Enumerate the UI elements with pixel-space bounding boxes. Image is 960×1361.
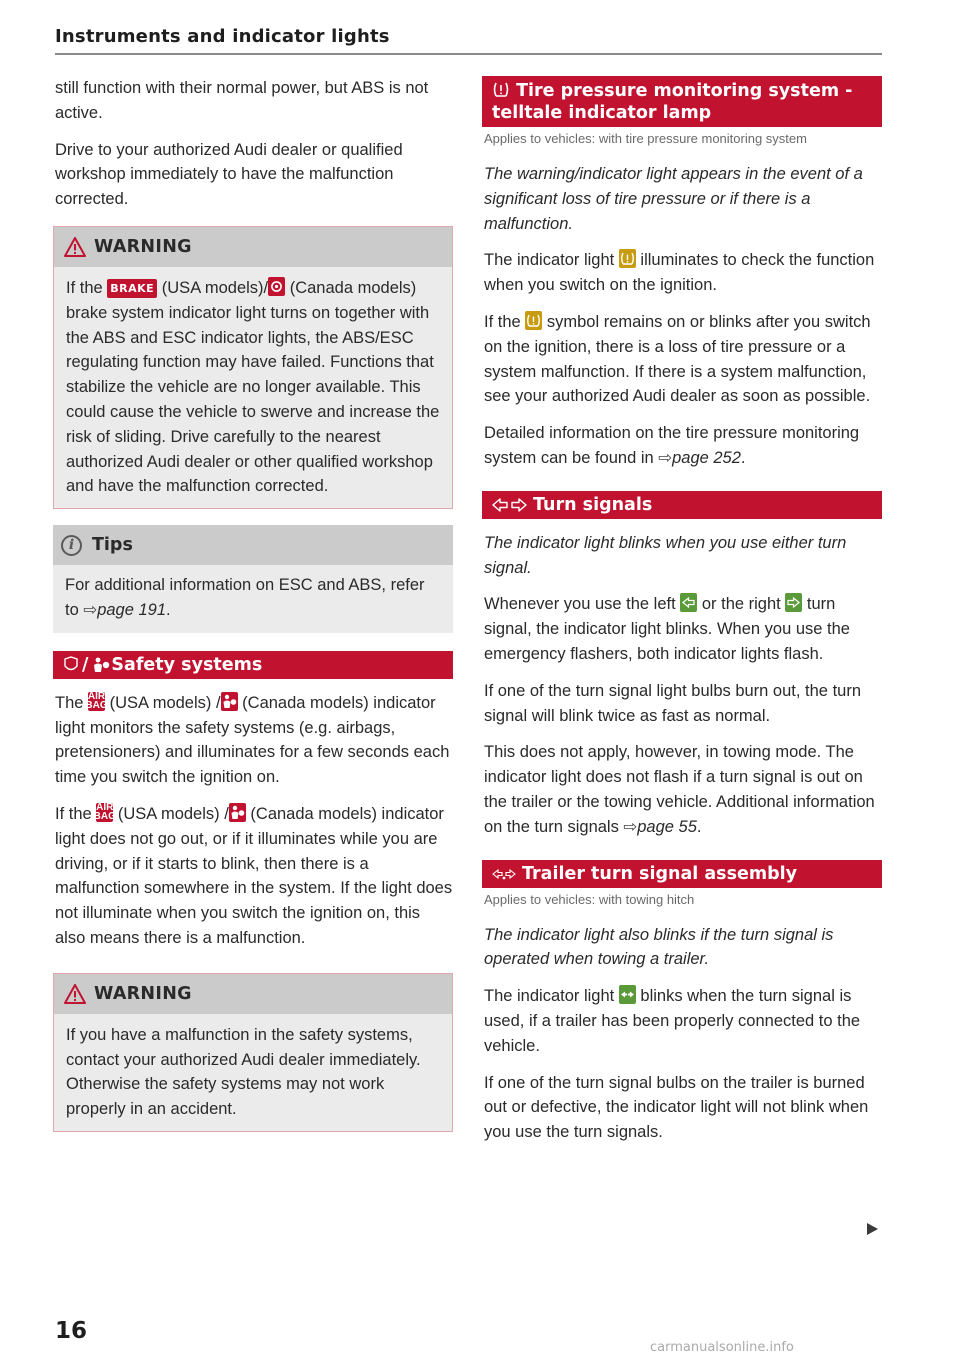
tips-box (53, 525, 453, 633)
brake-indicator-icon: BRAKE (107, 279, 157, 298)
tire-pressure-icon (619, 249, 636, 268)
warning-triangle-icon (64, 984, 86, 1004)
paragraph: The AIR BAG (USA models) / (Canada models) indicator light monitors the safety systems (e.g. airbags, pretensioners) and illuminates for a few seconds each time you switch the ignition on. (55, 691, 450, 787)
page-reference-link[interactable]: page 252 (672, 448, 741, 467)
paragraph: If the AIR BAG (USA models) / (Canada models) indicator light does not go out, or if it illuminates while you are driving, or if it starts to blink, then there is a malfunction somewhere in the system. If the light does not illuminate when you switch the ignition on, this also means there is a malfunction. (55, 802, 453, 947)
tips-text: For additional information on ESC and ABS, refer to ⇨page 191. (65, 576, 425, 619)
page-reference-link[interactable]: page 55 (637, 817, 697, 836)
left-column (55, 76, 453, 1148)
warning-box (53, 973, 453, 1132)
section-heading-safety: / Safety systems (53, 651, 453, 679)
section-heading-turn-signals: Turn signals (482, 491, 882, 519)
warning-header (54, 974, 452, 1014)
paragraph: The indicator light blinks when the turn signal is used, if a trailer has been properly connected to the vehicle. (484, 987, 861, 1055)
page-reference-link[interactable]: page 191 (97, 600, 167, 619)
continue-arrow-icon (865, 1222, 879, 1236)
applies-note: Applies to vehicles: with tire pressure monitoring system (484, 131, 807, 146)
tips-header (53, 525, 453, 565)
paragraph: Whenever you use the left or the right turn signal, the indicator light blinks. When you use the emergency flashers, both indicator lights flash. (484, 595, 850, 663)
paragraph: If one of the turn signal bulbs on the trailer is burned out or defective, the indicator light will not blink when you use the turn signals. (484, 1073, 869, 1142)
paragraph: Drive to your authorized Audi dealer or qualified workshop immediately to have the malfunction corrected. (55, 140, 403, 209)
turn-right-icon (785, 593, 802, 612)
turn-left-icon (680, 593, 697, 612)
warning-box (53, 226, 453, 509)
warning-header (54, 227, 452, 267)
section-heading-trailer-turn-signal: Trailer turn signal assembly (482, 860, 882, 888)
page-header (55, 26, 882, 47)
paragraph: This does not apply, however, in towing mode. The indicator light does not flash if a turn signal is out on the trailer or the towing vehicle. Additional information on the turn signals ⇨page 55. (484, 743, 875, 836)
seatbelt-person-icon (229, 803, 246, 822)
trailer-turn-icon (619, 985, 636, 1004)
tire-pressure-icon (525, 311, 542, 330)
tire-pressure-icon (492, 81, 510, 98)
warning-triangle-icon (64, 237, 86, 257)
section-heading-tire-pressure: Tire pressure monitoring system - telltale indicator lamp (482, 76, 882, 127)
paragraph: Detailed information on the tire pressure monitoring system can be found in ⇨page 252. (484, 424, 860, 467)
paragraph: If the symbol remains on or blinks after you switch on the ignition, there is a loss of tire pressure or a system malfunction. If there is a system malfunction, see your authorized Audi dealer as soon as possible. (484, 312, 871, 406)
warning-text: If you have a malfunction in the safety systems, contact your authorized Audi dealer immediately. Otherwise the safety systems may not work properly in an accident. (66, 1025, 421, 1119)
seatbelt-person-icon (91, 656, 111, 674)
info-icon: i (61, 535, 82, 556)
airbag-indicator-icon: AIR BAG (93, 802, 116, 823)
warning-text: If the BRAKE (USA models)/ (Canada models) brake system indicator light turns on together with the ABS and ESC indicator lights, the ABS/ESC regulating function may have failed. Functions that stabilize the vehicle are no longer available. This could cause the vehicle to swerve and increase the risk of sliding. Drive carefully to the nearest authorized Audi dealer or other qualified workshop and have the malfunction corrected. (66, 278, 440, 496)
paragraph: The indicator light illuminates to check the function when you switch on the ignition. (484, 251, 875, 295)
turn-right-icon (511, 497, 527, 513)
turn-left-icon (492, 497, 508, 513)
paragraph: still function with their normal power, but ABS is not active. (55, 79, 429, 122)
airbag-indicator-icon: AIR BAG (85, 691, 108, 712)
paragraph: If one of the turn signal light bulbs burn out, the turn signal will blink twice as fast as normal. (484, 681, 861, 725)
section-intro: The indicator light also blinks if the turn signal is operated when towing a trailer. (484, 925, 834, 969)
warning-label: WARNING (94, 983, 192, 1004)
right-column (484, 76, 882, 1157)
applies-note: Applies to vehicles: with towing hitch (484, 891, 695, 907)
seatbelt-person-icon (221, 692, 238, 711)
tips-label: Tips (92, 535, 133, 556)
warning-label: WARNING (94, 236, 192, 257)
page-number: 16 (55, 1318, 88, 1344)
header-rule (55, 53, 882, 55)
brake-circle-icon (268, 277, 285, 296)
section-intro: The warning/indicator light appears in the event of a significant loss of tire pressure or if there is a malfunction. (484, 165, 863, 233)
watermark: carmanualsonline.info (650, 1340, 794, 1355)
airbag-indicator-icon (63, 656, 79, 674)
trailer-turn-icon (492, 867, 516, 881)
page-title: Instruments and indicator lights (55, 26, 390, 47)
section-intro: The indicator light blinks when you use either turn signal. (484, 533, 847, 577)
